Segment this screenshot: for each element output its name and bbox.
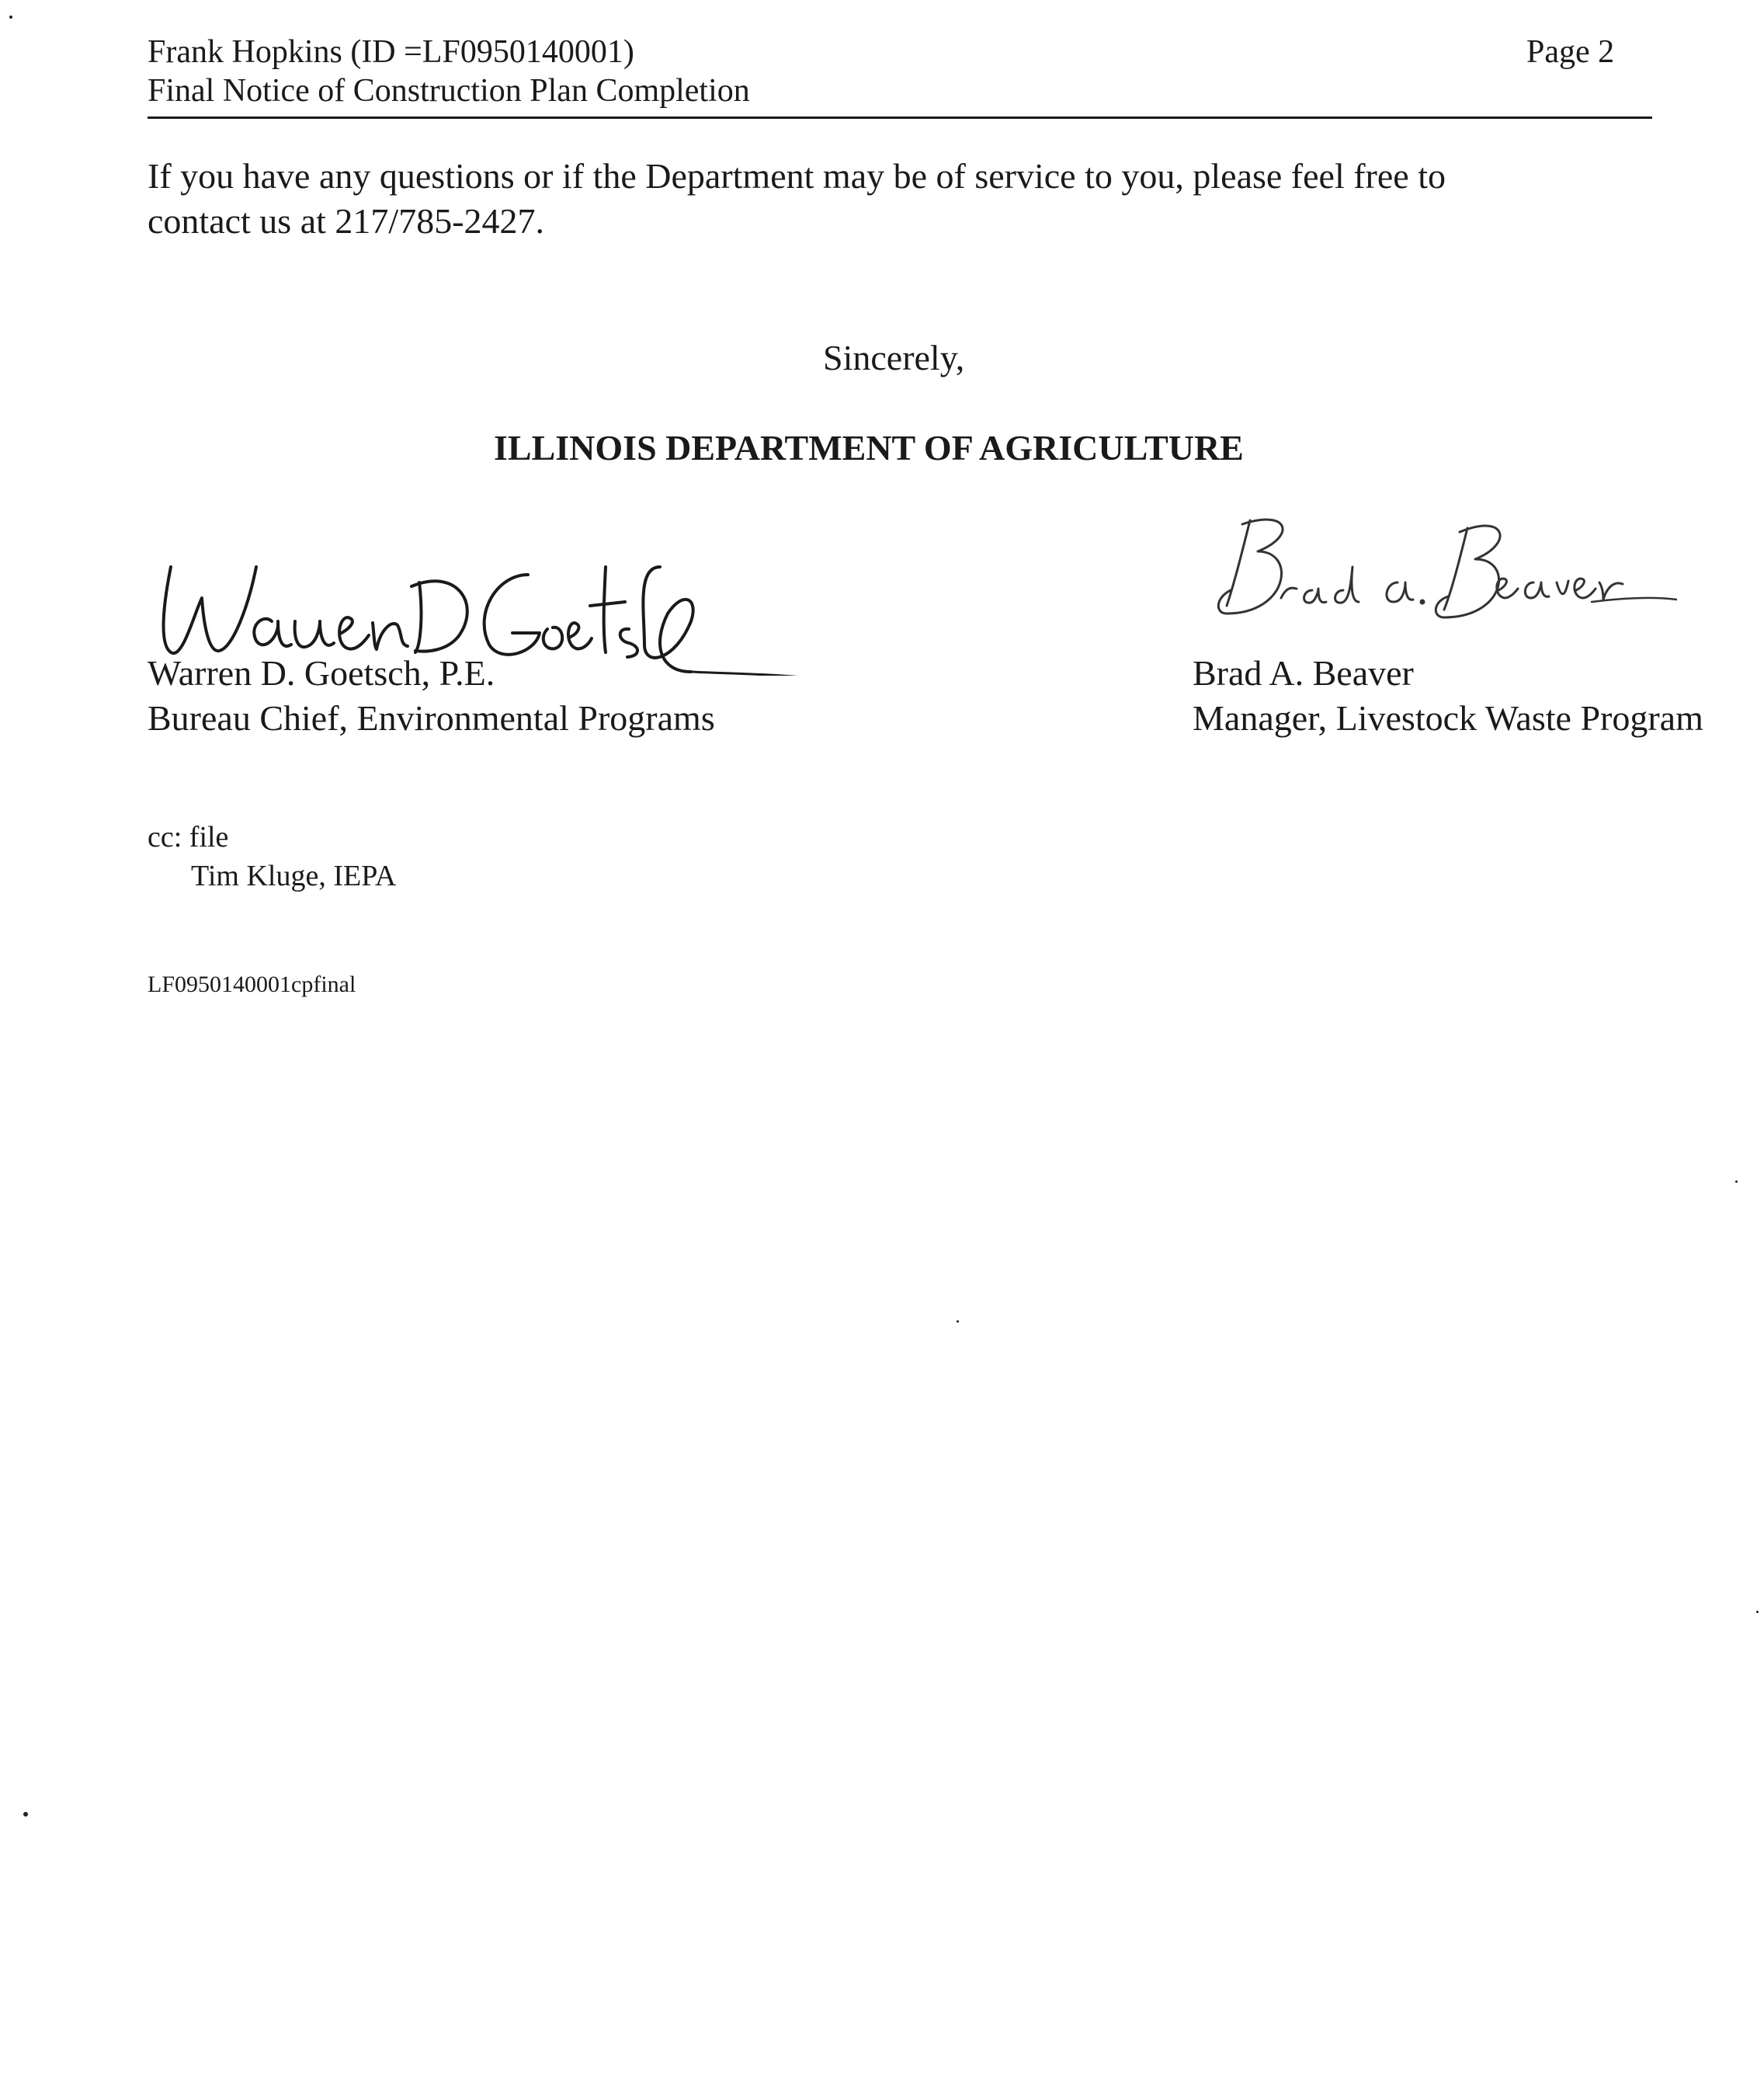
scan-speck <box>957 1320 959 1323</box>
closing: Sincerely, <box>823 338 965 377</box>
paragraph-line-1: If you have any questions or if the Department may be of service to you, please feel free to <box>148 156 1446 196</box>
right-signatory-title: Manager, Livestock Waste Program <box>1193 698 1703 738</box>
document-reference: LF0950140001cpfinal <box>148 972 356 997</box>
scan-speck <box>1756 1611 1759 1613</box>
left-signatory-name: Warren D. Goetsch, P.E. <box>148 653 495 693</box>
cc-label: cc: file <box>148 821 229 854</box>
cc-recipient: Tim Kluge, IEPA <box>191 860 397 892</box>
signature-brad-beaver <box>1211 505 1677 629</box>
organization-name: ILLINOIS DEPARTMENT OF AGRICULTURE <box>494 428 1244 468</box>
left-signatory-title: Bureau Chief, Environmental Programs <box>148 698 715 738</box>
header-rule <box>148 116 1652 119</box>
paragraph-line-2: contact us at 217/785-2427. <box>148 201 545 241</box>
scan-speck <box>23 1812 28 1817</box>
header-line-2: Final Notice of Construction Plan Completion <box>148 73 750 109</box>
scan-speck <box>9 16 12 19</box>
header-line-1: Frank Hopkins (ID =LF0950140001) <box>148 34 634 70</box>
scan-speck <box>1735 1180 1738 1183</box>
right-signatory-name: Brad A. Beaver <box>1193 653 1414 693</box>
page-number: Page 2 <box>1526 34 1615 70</box>
